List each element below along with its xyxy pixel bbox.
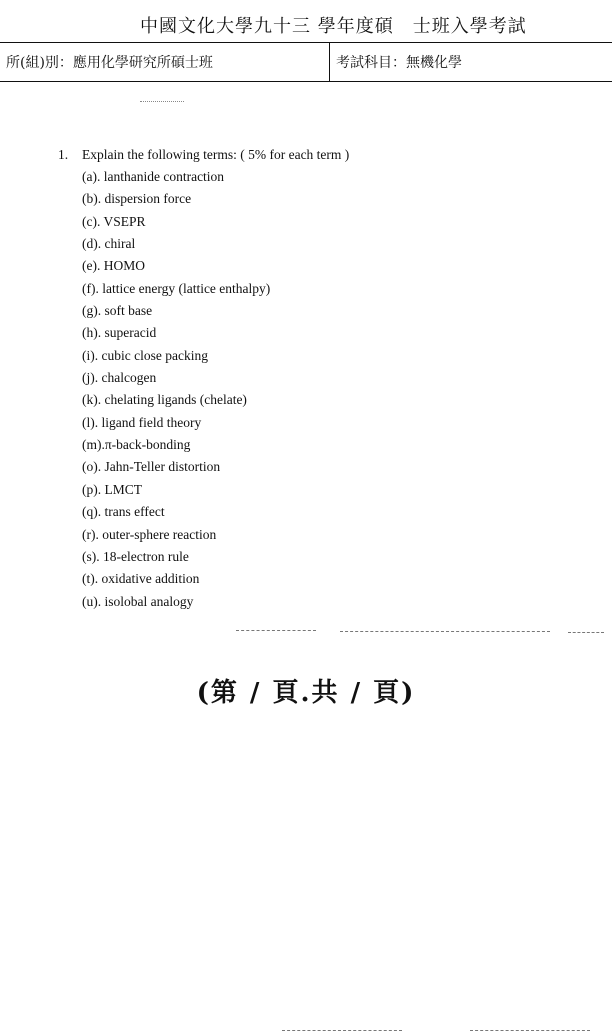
term-item: (m).π-back-bonding (82, 437, 191, 453)
term-item: (c). VSEPR (82, 213, 146, 229)
term-item: (e). HOMO (82, 258, 145, 274)
term-item: (p). LMCT (82, 481, 142, 497)
scan-artifact-line (340, 631, 550, 633)
question-prompt: Explain the following terms: ( 5% for each term ) (82, 147, 350, 162)
term-item: (q). trans effect (82, 504, 165, 520)
scan-artifact-line (568, 632, 604, 634)
term-item: (d). chiral (82, 236, 136, 252)
exam-info-table (0, 42, 612, 82)
scan-artifact-line (236, 630, 316, 632)
term-item: (a). lanthanide contraction (82, 169, 225, 184)
subject-field: 考試科目：無機化學 (336, 55, 462, 71)
term-item: (b). dispersion force (82, 191, 192, 207)
scan-artifact-line (470, 1030, 590, 1032)
term-item: (o). Jahn-Teller distortion (82, 459, 221, 475)
question-number: 1. (58, 147, 69, 162)
department-field: 所(組)別：應用化學研究所碩士班 (0, 43, 330, 81)
question-1 (58, 144, 558, 613)
term-item: (u). isolobal analogy (82, 593, 194, 609)
term-item: (i). cubic close packing (82, 347, 208, 363)
page-number-indicator: (第 / 頁.共 / 頁) (196, 678, 416, 708)
term-item: (t). oxidative addition (82, 571, 200, 587)
term-item: (g). soft base (82, 303, 153, 319)
term-item: (r). outer-sphere reaction (82, 526, 217, 542)
scan-artifact-line (282, 1030, 402, 1032)
term-list (58, 166, 558, 613)
term-item: (l). ligand field theory (82, 414, 202, 430)
term-item: (k). chelating ligands (chelate) (82, 392, 247, 408)
term-item: (j). chalcogen (82, 370, 157, 386)
scan-smudge (140, 101, 184, 105)
question-stem (58, 144, 558, 166)
term-item: (s). 18-electron rule (82, 548, 189, 564)
term-item: (h). superacid (82, 325, 157, 341)
exam-title: 中國文化大學九十三 學年度碩 士班入學考試 (140, 16, 527, 37)
term-item: (f). lattice energy (lattice enthalpy) (82, 280, 271, 296)
